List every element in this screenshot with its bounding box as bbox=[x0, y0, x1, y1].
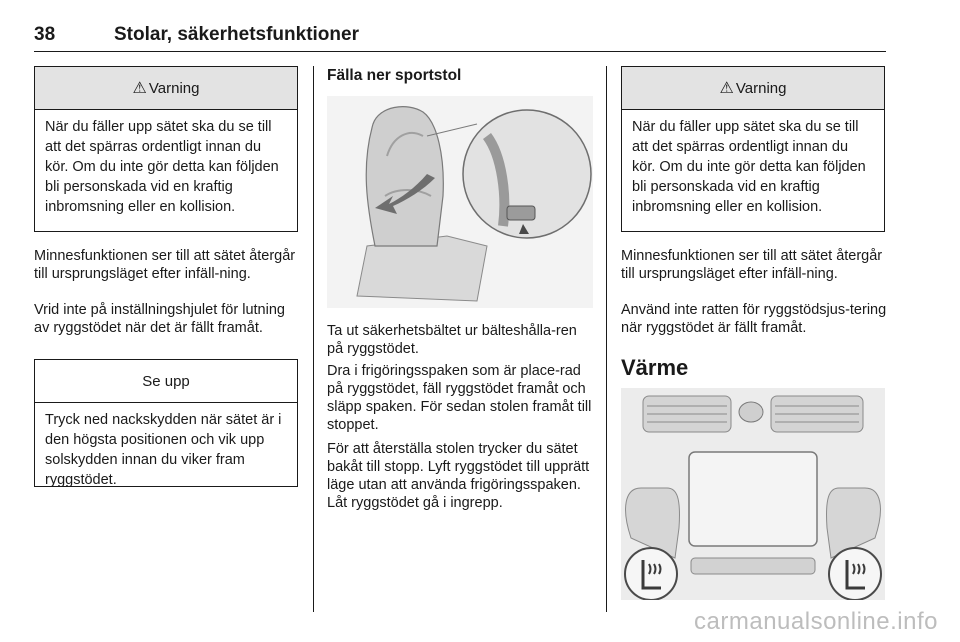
column-divider-2 bbox=[606, 66, 607, 612]
warning-box-title: Varning bbox=[148, 79, 200, 97]
section-title-heating: Värme bbox=[621, 355, 689, 380]
warning-box-title: Varning bbox=[735, 79, 787, 97]
page-header bbox=[34, 24, 886, 50]
notice-box bbox=[34, 359, 298, 487]
middle-paragraph-2: Dra i frigöringsspaken som är place-rad på ryggstödet, fäll ryggstödet framåt och släpp spaken. För sedan stolen framåt till stoppet. bbox=[327, 363, 592, 433]
warning-box-text: När du fäller upp sätet ska du se till att det spärras ordentligt innan du kör. Om du inte gör detta kan följden bli personskada vid en kraftig inbromsning eller en kollision. bbox=[45, 119, 279, 215]
notice-box-title: Se upp bbox=[142, 372, 190, 390]
warning-box-header bbox=[35, 67, 297, 110]
page-number: 38 bbox=[34, 24, 56, 45]
warning-box-right bbox=[621, 66, 885, 232]
seat-fold-illustration bbox=[327, 96, 593, 308]
column-divider-1 bbox=[313, 66, 314, 612]
warning-triangle-icon: ⚠ bbox=[132, 80, 147, 97]
seat-heater-icon bbox=[625, 548, 677, 600]
notice-box-header bbox=[35, 360, 297, 403]
header-divider bbox=[34, 51, 886, 52]
left-paragraph-1: Minnesfunktionen ser till att sätet återgår till ursprungsläget efter infäll-ning. bbox=[34, 248, 296, 282]
warning-triangle-icon: ⚠ bbox=[719, 80, 734, 97]
middle-paragraph-3: För att återställa stolen trycker du sätet bakåt till stopp. Lyft ryggstödet till upprätt läge utan att använda frigöringsspaken. Låt ryggstödet gå i ingrepp. bbox=[327, 441, 590, 511]
section-title-fold-seat: Fälla ner sportstol bbox=[327, 67, 462, 84]
page-title: Stolar, säkerhetsfunktioner bbox=[114, 24, 359, 45]
right-paragraph-1: Minnesfunktionen ser till att sätet återgår till ursprungsläget efter infäll-ning. bbox=[621, 248, 883, 282]
seat-heater-icon bbox=[829, 548, 881, 600]
dashboard-heater-illustration bbox=[621, 388, 885, 600]
watermark: carmanualsonline.info bbox=[694, 608, 938, 635]
warning-box-text: När du fäller upp sätet ska du se till att det spärras ordentligt innan du kör. Om du inte gör detta kan följden bli personskada vid en kraftig inbromsning eller en kollision. bbox=[632, 119, 866, 215]
notice-box-text: Tryck ned nackskydden när sätet är i den högsta positionen och vik upp solskydden innan du viker fram ryggstödet. bbox=[45, 412, 282, 488]
left-paragraph-2: Vrid inte på inställningshjulet för lutning av ryggstödet när det är fällt framåt. bbox=[34, 302, 285, 336]
middle-paragraph-1: Ta ut säkerhetsbältet ur bälteshålla-ren på ryggstödet. bbox=[327, 323, 577, 357]
warning-box-left bbox=[34, 66, 298, 232]
warning-box-header bbox=[622, 67, 884, 110]
right-paragraph-2: Använd inte ratten för ryggstödsjus-tering när ryggstödet är fällt framåt. bbox=[621, 302, 887, 336]
